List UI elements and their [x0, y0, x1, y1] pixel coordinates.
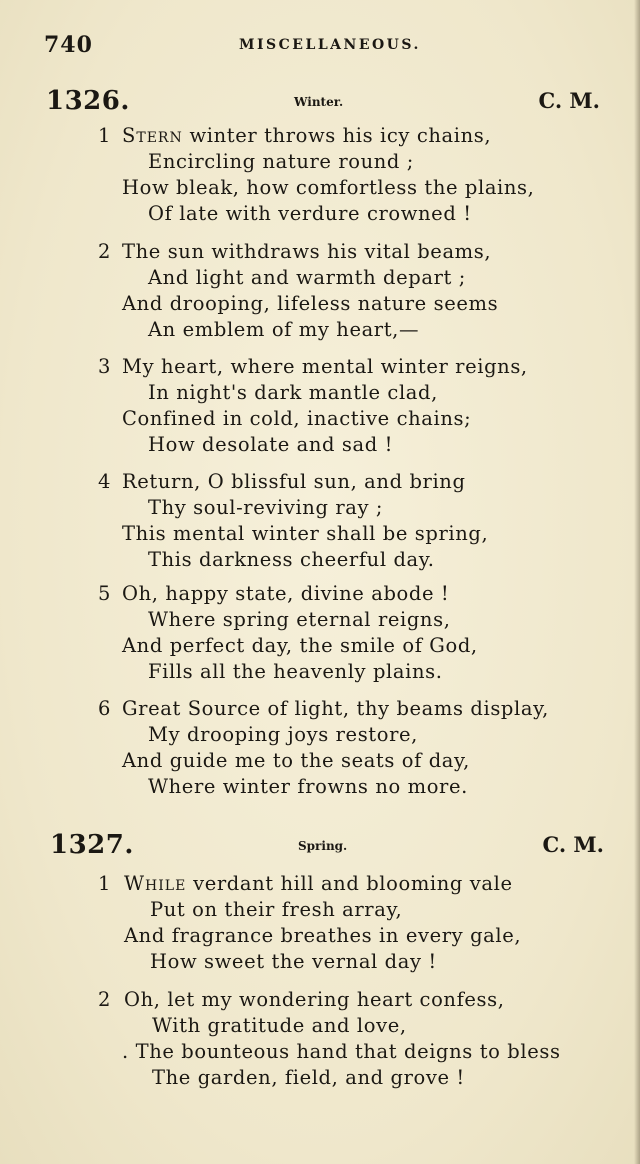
stanza-line: This darkness cheerful day. — [148, 548, 435, 571]
first-word: While — [124, 872, 187, 895]
stanza — [0, 872, 640, 982]
stanza-line: And guide me to the seats of day, — [122, 749, 470, 772]
running-head — [44, 32, 604, 62]
hymn-header-1326 — [44, 86, 600, 120]
stanza-line: Thy soul-reviving ray ; — [148, 496, 384, 519]
stanza-line: The sun withdraws his vital beams, — [122, 240, 492, 263]
hymn-header-1327 — [48, 830, 604, 864]
hymn-number: 1327. — [50, 830, 134, 860]
stanza-line — [124, 872, 513, 895]
hymn-title: Spring. — [298, 839, 348, 853]
stanza-number: 1 — [98, 872, 111, 895]
stanza-line: Where spring eternal reigns, — [148, 608, 451, 631]
stanza-line: In night's dark mantle clad, — [148, 381, 438, 404]
stanza-line: With gratitude and love, — [152, 1014, 407, 1037]
stanza-number: 3 — [98, 355, 111, 378]
stanza-line: Return, O blissful sun, and bring — [122, 470, 466, 493]
stanza-line: And drooping, lifeless nature seems — [122, 292, 499, 315]
stanza-line: Oh, happy state, divine abode ! — [122, 582, 450, 605]
page-edge-shadow — [634, 0, 640, 1164]
running-title: MISCELLANEOUS. — [239, 37, 421, 53]
stanza-line: How sweet the vernal day ! — [150, 950, 437, 973]
stanza — [0, 470, 640, 580]
stanza-line: Great Source of light, thy beams display, — [122, 697, 549, 720]
stanza-line: My drooping joys restore, — [148, 723, 418, 746]
stanza-line: Confined in cold, inactive chains; — [122, 407, 472, 430]
stanza — [0, 355, 640, 465]
stanza-line: Encircling nature round ; — [148, 150, 414, 173]
stanza-line: Oh, let my wondering heart confess, — [124, 988, 505, 1011]
stanza-line: And perfect day, the smile of God, — [122, 634, 478, 657]
stanza-number: 4 — [98, 470, 111, 493]
stanza-line: Where winter frowns no more. — [148, 775, 468, 798]
stanza-line — [122, 124, 491, 147]
stanza-line: And light and warmth depart ; — [148, 266, 466, 289]
hymn-number: 1326. — [46, 86, 130, 116]
stanza-line: My heart, where mental winter reigns, — [122, 355, 528, 378]
line-text: verdant hill and blooming vale — [186, 872, 513, 895]
stanza-number: 6 — [98, 697, 111, 720]
stanza-line: . The bounteous hand that deigns to bless — [122, 1040, 561, 1063]
page-number: 740 — [44, 32, 93, 58]
hymn-meter: C. M. — [542, 832, 604, 857]
stanza — [0, 124, 640, 234]
stanza-line: The garden, field, and grove ! — [152, 1066, 465, 1089]
stanza-number: 2 — [98, 988, 111, 1011]
stanza-line: How desolate and sad ! — [148, 433, 394, 456]
stanza — [0, 697, 640, 807]
stanza-line: Put on their fresh array, — [150, 898, 403, 921]
first-word: Stern — [122, 124, 183, 147]
hymn-meter: C. M. — [538, 88, 600, 113]
stanza-line: This mental winter shall be spring, — [122, 522, 489, 545]
stanza — [0, 240, 640, 350]
stanza — [0, 988, 640, 1098]
stanza-number: 2 — [98, 240, 111, 263]
hymn-title: Winter. — [294, 95, 344, 109]
line-text: winter throws his icy chains, — [182, 124, 492, 147]
stanza-line: Of late with verdure crowned ! — [148, 202, 472, 225]
stanza — [0, 582, 640, 692]
stanza-number: 1 — [98, 124, 111, 147]
stanza-line: An emblem of my heart,— — [148, 318, 420, 341]
stanza-number: 5 — [98, 582, 111, 605]
stanza-line: How bleak, how comfortless the plains, — [122, 176, 535, 199]
stanza-line: Fills all the heavenly plains. — [148, 660, 443, 683]
stanza-line: And fragrance breathes in every gale, — [124, 924, 522, 947]
